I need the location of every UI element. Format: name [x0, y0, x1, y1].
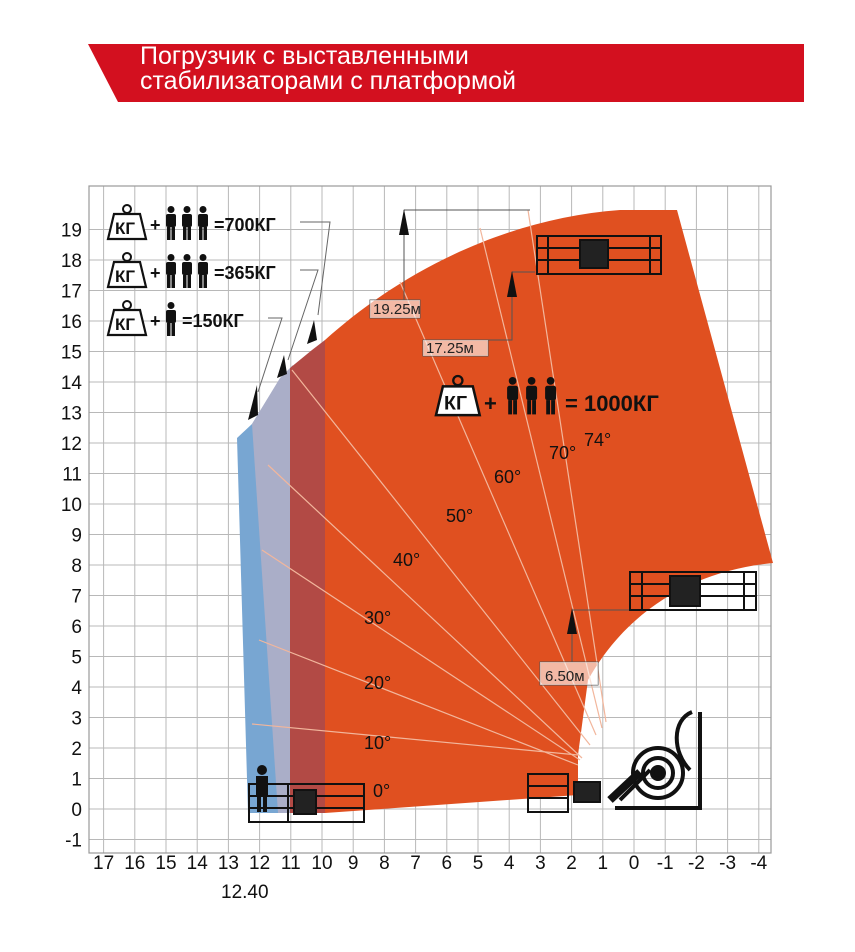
x-tick-label: 11 [280, 853, 301, 874]
angle-label: 50° [446, 506, 474, 526]
dim-label-19-25: 19.25м [373, 301, 421, 318]
y-tick-label: 17 [60, 281, 82, 303]
y-tick-label: 13 [60, 403, 82, 425]
svg-text:КГ: КГ [444, 392, 468, 415]
y-tick-label: 12 [60, 434, 82, 455]
plus-sign: + [150, 263, 161, 283]
legend-weight-label: =365КГ [214, 263, 276, 283]
x-tick-label: 1 [597, 853, 609, 874]
person-icon [166, 254, 176, 288]
plus-sign: + [484, 391, 497, 416]
x-tick-label: 3 [535, 853, 546, 874]
x-tick-label: 4 [503, 853, 515, 874]
x-tick-label: 13 [217, 853, 239, 874]
person-icon [198, 206, 208, 240]
x-tick-label: 15 [155, 853, 177, 874]
y-tick-label: 7 [71, 586, 82, 608]
x-tick-label: 7 [410, 853, 421, 874]
person-icon [182, 206, 192, 240]
angle-label: 60° [494, 467, 522, 487]
y-tick-label: 11 [62, 464, 82, 486]
angle-label: 0° [373, 781, 391, 801]
person-icon [182, 254, 192, 288]
title-line-1: Погрузчик с выставленными [140, 42, 469, 70]
y-tick-label: -1 [65, 830, 82, 852]
svg-text:КГ: КГ [115, 315, 136, 334]
x-tick-label: 16 [124, 853, 146, 874]
legend-weight-label: =700КГ [214, 215, 276, 235]
y-tick-label: 18 [60, 251, 82, 272]
angle-label: 70° [549, 443, 577, 463]
zone-700kg [290, 340, 325, 813]
x-tick-label: 8 [379, 853, 390, 874]
angle-label: 74° [584, 430, 612, 450]
angle-label: 40° [393, 550, 421, 570]
x-tick-label: 5 [472, 853, 484, 874]
main-weight-label: = 1000КГ [565, 391, 659, 416]
x-tick-label: 6 [441, 853, 453, 874]
plus-sign: + [150, 215, 161, 235]
legend-weight-label: =150КГ [182, 311, 244, 331]
y-tick-label: 1 [71, 769, 82, 791]
weight-icon [108, 253, 146, 287]
angle-label: 10° [364, 733, 392, 753]
y-tick-label: 19 [60, 220, 82, 242]
x-tick-label: -3 [719, 853, 737, 874]
y-tick-label: 10 [60, 495, 82, 516]
x-tick-label: 10 [311, 853, 333, 874]
person-icon [166, 206, 176, 240]
x-tick-label: -1 [656, 853, 674, 874]
y-tick-label: 5 [71, 647, 82, 669]
x-axis-ticks [93, 853, 768, 874]
dim-label-6-50: 6.50м [545, 668, 585, 685]
x-tick-label: -2 [687, 853, 705, 874]
weight-icon [108, 205, 146, 239]
x-tick-label: 14 [186, 853, 208, 874]
y-tick-label: 0 [71, 800, 82, 821]
title-line-2: стабилизаторами с платформой [140, 67, 517, 95]
x-tick-label: 9 [347, 853, 359, 874]
x-tick-label: -4 [750, 853, 768, 874]
y-tick-label: 16 [60, 312, 82, 333]
angle-label: 20° [364, 673, 392, 693]
person-icon [166, 302, 176, 336]
load-legend [108, 205, 276, 336]
telehandler-silhouette [610, 712, 700, 810]
dim-label-12-40: 12.40 [221, 882, 269, 903]
svg-text:КГ: КГ [115, 219, 136, 238]
x-tick-label: 12 [249, 853, 271, 874]
dim-label-17-25: 17.25м [426, 340, 474, 357]
y-tick-label: 9 [71, 525, 82, 547]
y-tick-label: 8 [71, 556, 82, 577]
y-tick-label: 15 [60, 342, 82, 364]
y-axis-ticks [61, 221, 83, 852]
y-tick-label: 6 [71, 617, 82, 638]
y-tick-label: 3 [71, 708, 82, 730]
weight-icon [108, 301, 146, 335]
svg-text:КГ: КГ [115, 267, 136, 286]
y-tick-label: 4 [71, 678, 82, 699]
person-icon [198, 254, 208, 288]
x-tick-label: 0 [628, 853, 640, 874]
y-tick-label: 2 [71, 739, 82, 760]
x-tick-label: 2 [566, 853, 577, 874]
angle-label: 30° [364, 608, 392, 628]
x-tick-label: 17 [93, 853, 115, 874]
y-tick-label: 14 [60, 373, 82, 394]
plus-sign: + [150, 311, 161, 331]
